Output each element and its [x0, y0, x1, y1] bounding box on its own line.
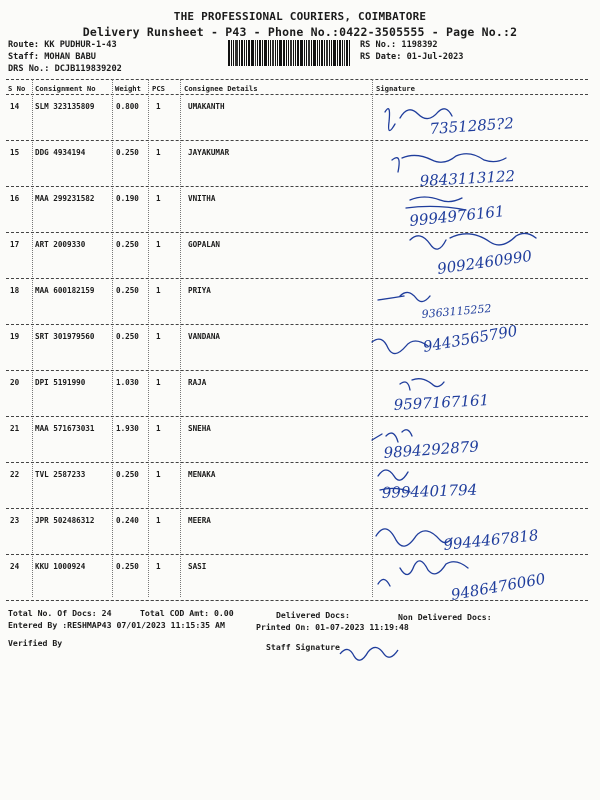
column-header-pcs: PCS [152, 84, 165, 93]
cell-consignment: MAA 571673031 [35, 424, 95, 433]
non-delivered-docs: Non Delivered Docs: [398, 612, 492, 622]
cell-weight: 0.800 [116, 102, 139, 111]
cell-pcs: 1 [156, 240, 161, 249]
cell-consignee: JAYAKUMAR [188, 148, 230, 157]
cell-weight: 0.240 [116, 516, 139, 525]
cell-sno: 19 [10, 332, 20, 341]
cell-sno: 22 [10, 470, 20, 479]
handwritten-phone: 9994401794 [381, 480, 478, 502]
printed-on: Printed On: 01-07-2023 11:19:48 [256, 622, 409, 632]
cell-sno: 14 [10, 102, 20, 111]
signature-scribble [410, 233, 536, 249]
cell-pcs: 1 [156, 562, 161, 571]
signature-scribble [376, 529, 452, 546]
cell-pcs: 1 [156, 516, 161, 525]
column-header-consignment: Consignment No [35, 84, 96, 93]
company-title: THE PROFESSIONAL COURIERS, COIMBATORE [173, 10, 427, 23]
cell-pcs: 1 [156, 148, 161, 157]
cell-sno: 16 [10, 194, 20, 203]
cell-weight: 0.190 [116, 194, 139, 203]
column-header-sno: S No [8, 84, 26, 93]
delivered-docs: Delivered Docs: [276, 610, 350, 620]
cell-weight: 1.930 [116, 424, 139, 433]
cell-consignee: MENAKA [188, 470, 216, 479]
cell-consignee: RAJA [188, 378, 207, 387]
column-header-consignee: Consignee Details [184, 84, 258, 93]
handwritten-phone: 9994976161 [408, 202, 506, 230]
cell-weight: 0.250 [116, 240, 139, 249]
cell-sno: 20 [10, 378, 20, 387]
staff-signature-label: Staff Signature [266, 642, 340, 652]
rs-date: RS Date: 01-Jul-2023 [360, 52, 464, 62]
cell-pcs: 1 [156, 286, 161, 295]
cell-sno: 15 [10, 148, 20, 157]
handwritten-phone: 9486476060 [449, 569, 547, 604]
cell-weight: 1.030 [116, 378, 139, 387]
cell-pcs: 1 [156, 378, 161, 387]
cell-sno: 18 [10, 286, 20, 295]
handwritten-phone: 9597167161 [393, 391, 490, 414]
rs-number: RS No.: 1198392 [360, 40, 438, 50]
handwritten-phone: 9363115252 [421, 301, 492, 321]
cell-weight: 0.250 [116, 562, 139, 571]
cell-consignee: PRIYA [188, 286, 211, 295]
cell-sno: 21 [10, 424, 20, 433]
column-header-signature: Signature [376, 84, 415, 93]
cell-consignment: KKU 1000924 [35, 562, 86, 571]
cell-weight: 0.250 [116, 148, 139, 157]
cell-consignment: DPI 5191990 [35, 378, 86, 387]
cell-consignment: SLM 323135809 [35, 102, 95, 111]
signature-scribble [372, 339, 428, 353]
cell-consignment: TVL 2587233 [35, 470, 86, 479]
cell-sno: 17 [10, 240, 20, 249]
cell-consignment: JPR 502486312 [35, 516, 95, 525]
cell-consignee: SASI [188, 562, 207, 571]
cell-sno: 23 [10, 516, 20, 525]
signature-scribble [378, 292, 430, 301]
column-header-weight: Weight [115, 84, 141, 93]
cell-weight: 0.250 [116, 470, 139, 479]
cell-pcs: 1 [156, 470, 161, 479]
cell-pcs: 1 [156, 424, 161, 433]
handwritten-phone: 9092460990 [436, 246, 534, 278]
cell-weight: 0.250 [116, 286, 139, 295]
cell-sno: 24 [10, 562, 20, 571]
staff-signature-scribble [340, 647, 398, 660]
total-cod: Total COD Amt: 0.00 [140, 608, 234, 618]
staff-label: Staff: MOHAN BABU [8, 52, 96, 62]
cell-consignment: SRT 301979560 [35, 332, 95, 341]
cell-consignee: UMAKANTH [188, 102, 225, 111]
cell-consignment: MAA 600182159 [35, 286, 95, 295]
total-docs: Total No. Of Docs: 24 [8, 608, 112, 618]
runsheet-title: Delivery Runsheet - P43 - Phone No.:0422-3505555 - Page No.:2 [82, 25, 518, 39]
handwritten-phone: 9843113122 [419, 167, 516, 190]
cell-consignment: ART 2009330 [35, 240, 86, 249]
handwritten-phone: 7351285?2 [429, 114, 515, 138]
cell-consignee: VANDANA [188, 332, 221, 341]
entered-by: Entered By :RESHMAP43 07/01/2023 11:15:35 AM [8, 620, 225, 630]
cell-consignee: VNITHA [188, 194, 216, 203]
handwritten-phone: 9443565790 [421, 321, 519, 356]
signature-scribble [372, 430, 412, 442]
signature-scribble [378, 561, 468, 586]
handwritten-phone: 9944467818 [442, 526, 540, 554]
handwritten-phone: 9894292879 [383, 437, 480, 462]
cell-weight: 0.250 [116, 332, 139, 341]
cell-consignment: DDG 4934194 [35, 148, 86, 157]
cell-consignee: SNEHA [188, 424, 211, 433]
cell-consignee: GOPALAN [188, 240, 221, 249]
cell-pcs: 1 [156, 332, 161, 341]
footer-rule [6, 600, 588, 601]
drs-number: DRS No.: DCJB119839202 [8, 64, 122, 74]
cell-pcs: 1 [156, 194, 161, 203]
route-label: Route: KK PUDHUR-1-43 [8, 40, 117, 50]
signature-scribble [400, 379, 444, 390]
cell-consignment: MAA 299231582 [35, 194, 95, 203]
cell-pcs: 1 [156, 102, 161, 111]
verified-by: Verified By [8, 638, 63, 648]
cell-consignee: MEERA [188, 516, 211, 525]
